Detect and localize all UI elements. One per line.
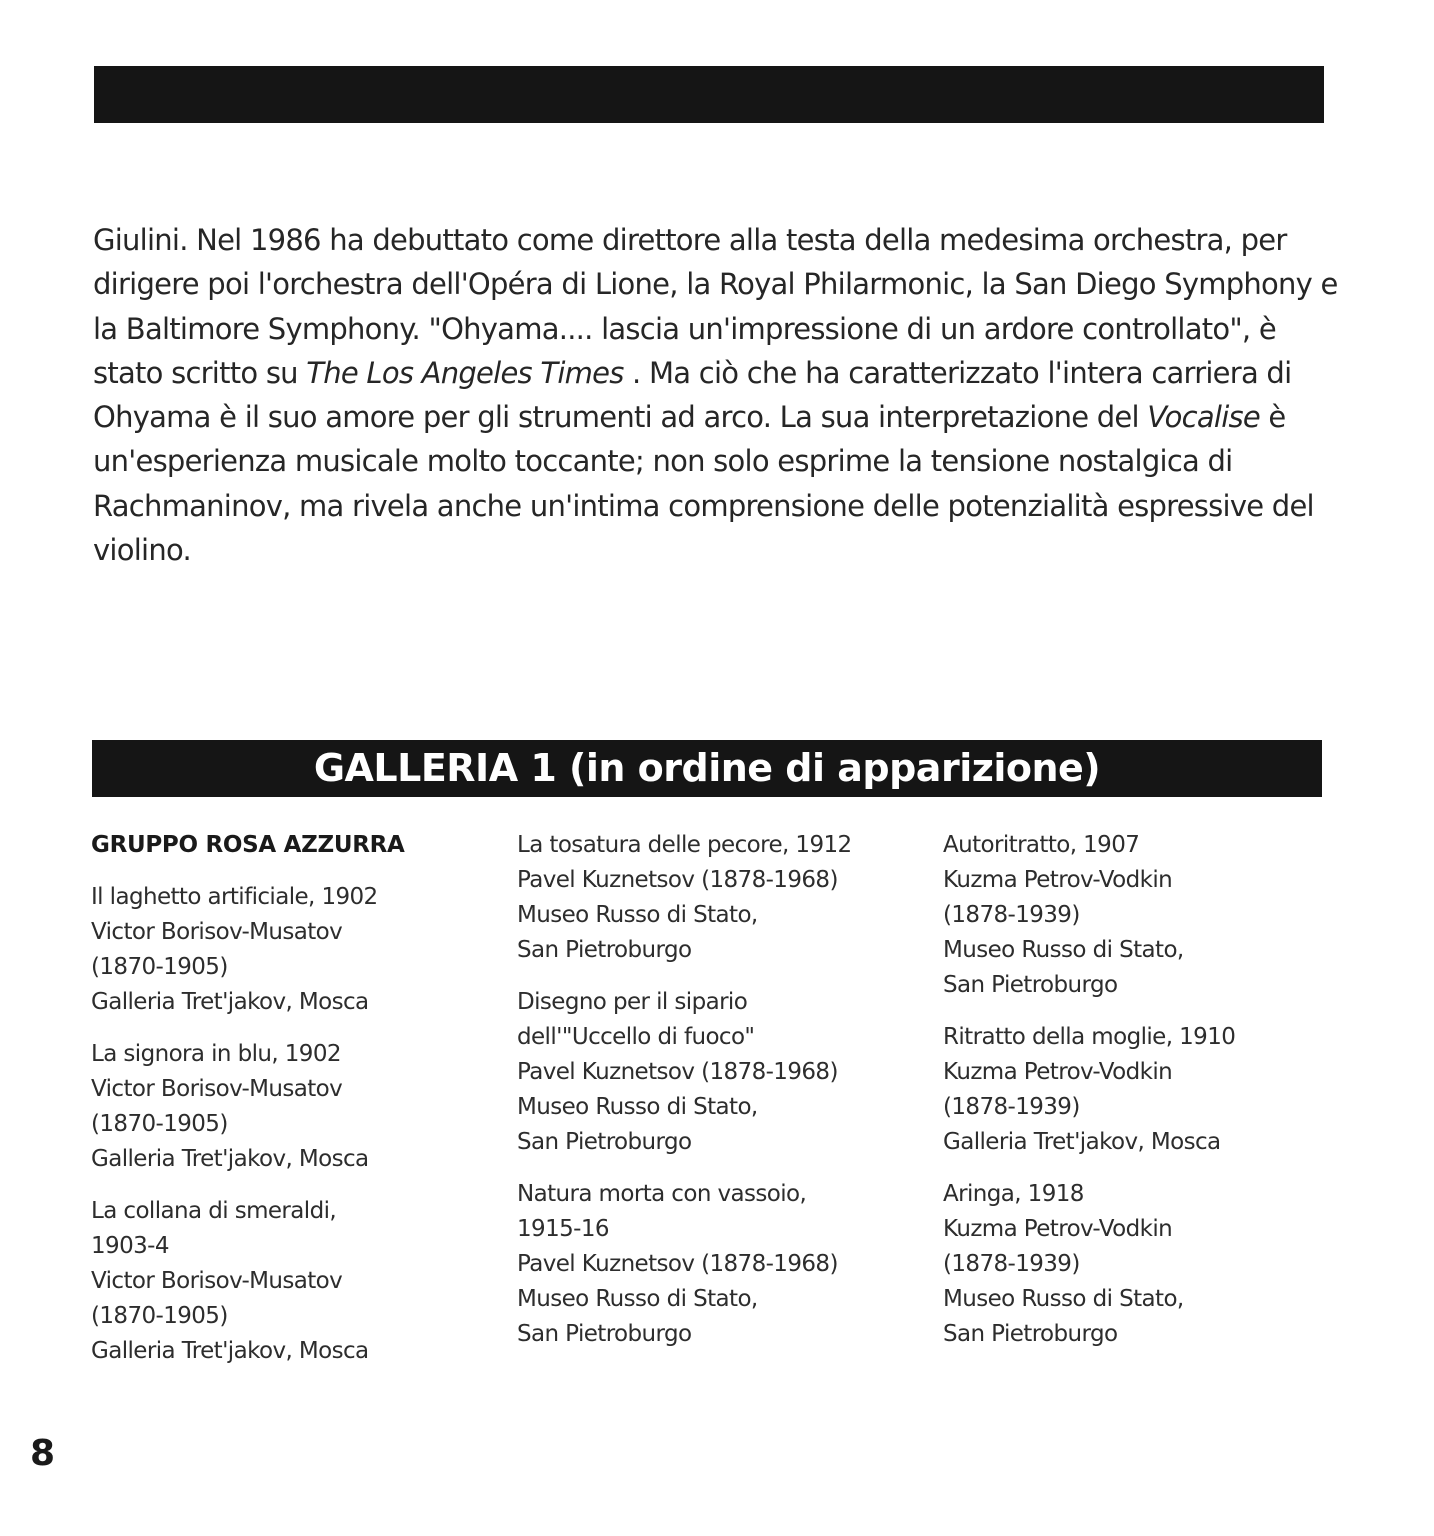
bio-work-title: Vocalise [1147, 400, 1260, 435]
entry-title: La collana di smeraldi, [91, 1198, 337, 1224]
entry-dates: (1870-1905) [91, 954, 228, 980]
gallery-entry [91, 880, 501, 1020]
entry-dates: (1878-1939) [943, 1251, 1080, 1277]
entry-dates: (1870-1905) [91, 1303, 228, 1329]
entry-title: Autoritratto, 1907 [943, 832, 1140, 858]
biography-paragraph [93, 218, 1343, 572]
gallery-entry [517, 985, 927, 1160]
bio-text-1: Giulini. Nel 1986 ha debuttato come direttore alla testa della medesima orchestra, per dirigere poi l'orchestra dell'Opéra di Lione, la Royal Philarmonic, la San Diego Symphony e la Baltimore Symphony. "Ohyama.... lascia un'impressione di un ardore controllato", è stato scritto su [93, 223, 1338, 390]
entry-title-continued: dell'"Uccello di fuoco" [517, 1024, 755, 1050]
bio-newspaper-title: The Los Angeles Times [306, 355, 624, 390]
entry-title: La tosatura delle pecore, 1912 [517, 832, 852, 858]
gallery-column-3 [943, 828, 1353, 1369]
gallery-title-bar [92, 740, 1322, 797]
entry-dates: (1878-1939) [943, 1094, 1080, 1120]
entry-city: San Pietroburgo [517, 1321, 692, 1347]
gallery-column-1 [91, 828, 501, 1386]
entry-city: San Pietroburgo [517, 937, 692, 963]
gallery-title: GALLERIA 1 (in ordine di apparizione) [313, 746, 1101, 790]
entry-city: San Pietroburgo [943, 1321, 1118, 1347]
gallery-entry [91, 1037, 501, 1177]
entry-artist: Kuzma Petrov-Vodkin [943, 867, 1173, 893]
entry-location: Museo Russo di Stato, [943, 1286, 1184, 1312]
entry-title: Disegno per il sipario [517, 989, 748, 1015]
entry-year: 1915-16 [517, 1216, 609, 1242]
entry-location: Museo Russo di Stato, [517, 902, 758, 928]
entry-title: Il laghetto artificiale, 1902 [91, 884, 378, 910]
bio-text-2: . Ma ciò che ha caratterizzato l'intera carriera di Ohyama è il suo amore per gli strumenti ad arco. La sua interpretazione del [93, 355, 1292, 435]
entry-location: Museo Russo di Stato, [517, 1286, 758, 1312]
top-black-bar [94, 66, 1324, 123]
entry-title: Ritratto della moglie, 1910 [943, 1024, 1236, 1050]
bio-text-3: è un'esperienza musicale molto toccante; non solo esprime la tensione nostalgica di Rachmaninov, ma rivela anche un'intima comprensione delle potenzialità espressive del violino. [93, 400, 1314, 568]
gallery-entry [943, 828, 1353, 1003]
entry-dates: (1878-1939) [943, 902, 1080, 928]
entry-artist: Kuzma Petrov-Vodkin [943, 1059, 1173, 1085]
entry-title: La signora in blu, 1902 [91, 1041, 341, 1067]
gallery-entry [517, 828, 927, 968]
entry-artist: Pavel Kuznetsov (1878-1968) [517, 1251, 838, 1277]
entry-title-continued: 1903-4 [91, 1233, 169, 1259]
entry-artist: Pavel Kuznetsov (1878-1968) [517, 867, 838, 893]
gallery-entry [943, 1020, 1353, 1160]
entry-location: Galleria Tret'jakov, Mosca [943, 1129, 1221, 1155]
entry-artist: Victor Borisov-Musatov [91, 1076, 343, 1102]
gallery-entry [517, 1177, 927, 1352]
entry-location: Galleria Tret'jakov, Mosca [91, 989, 369, 1015]
page-number: 8 [30, 1433, 56, 1474]
entry-location: Galleria Tret'jakov, Mosca [91, 1146, 369, 1172]
entry-artist: Victor Borisov-Musatov [91, 919, 343, 945]
entry-title: Aringa, 1918 [943, 1181, 1084, 1207]
entry-artist: Victor Borisov-Musatov [91, 1268, 343, 1294]
entry-location: Museo Russo di Stato, [517, 1094, 758, 1120]
gallery-entry [943, 1177, 1353, 1352]
gallery-column-2 [517, 828, 927, 1369]
gallery-entry [91, 1194, 501, 1369]
entry-city: San Pietroburgo [517, 1129, 692, 1155]
entry-title: Natura morta con vassoio, [517, 1181, 807, 1207]
entry-location: Galleria Tret'jakov, Mosca [91, 1338, 369, 1364]
entry-artist: Pavel Kuznetsov (1878-1968) [517, 1059, 838, 1085]
entry-dates: (1870-1905) [91, 1111, 228, 1137]
entry-city: San Pietroburgo [943, 972, 1118, 998]
entry-location: Museo Russo di Stato, [943, 937, 1184, 963]
entry-artist: Kuzma Petrov-Vodkin [943, 1216, 1173, 1242]
group-heading: GRUPPO ROSA AZZURRA [91, 832, 405, 858]
